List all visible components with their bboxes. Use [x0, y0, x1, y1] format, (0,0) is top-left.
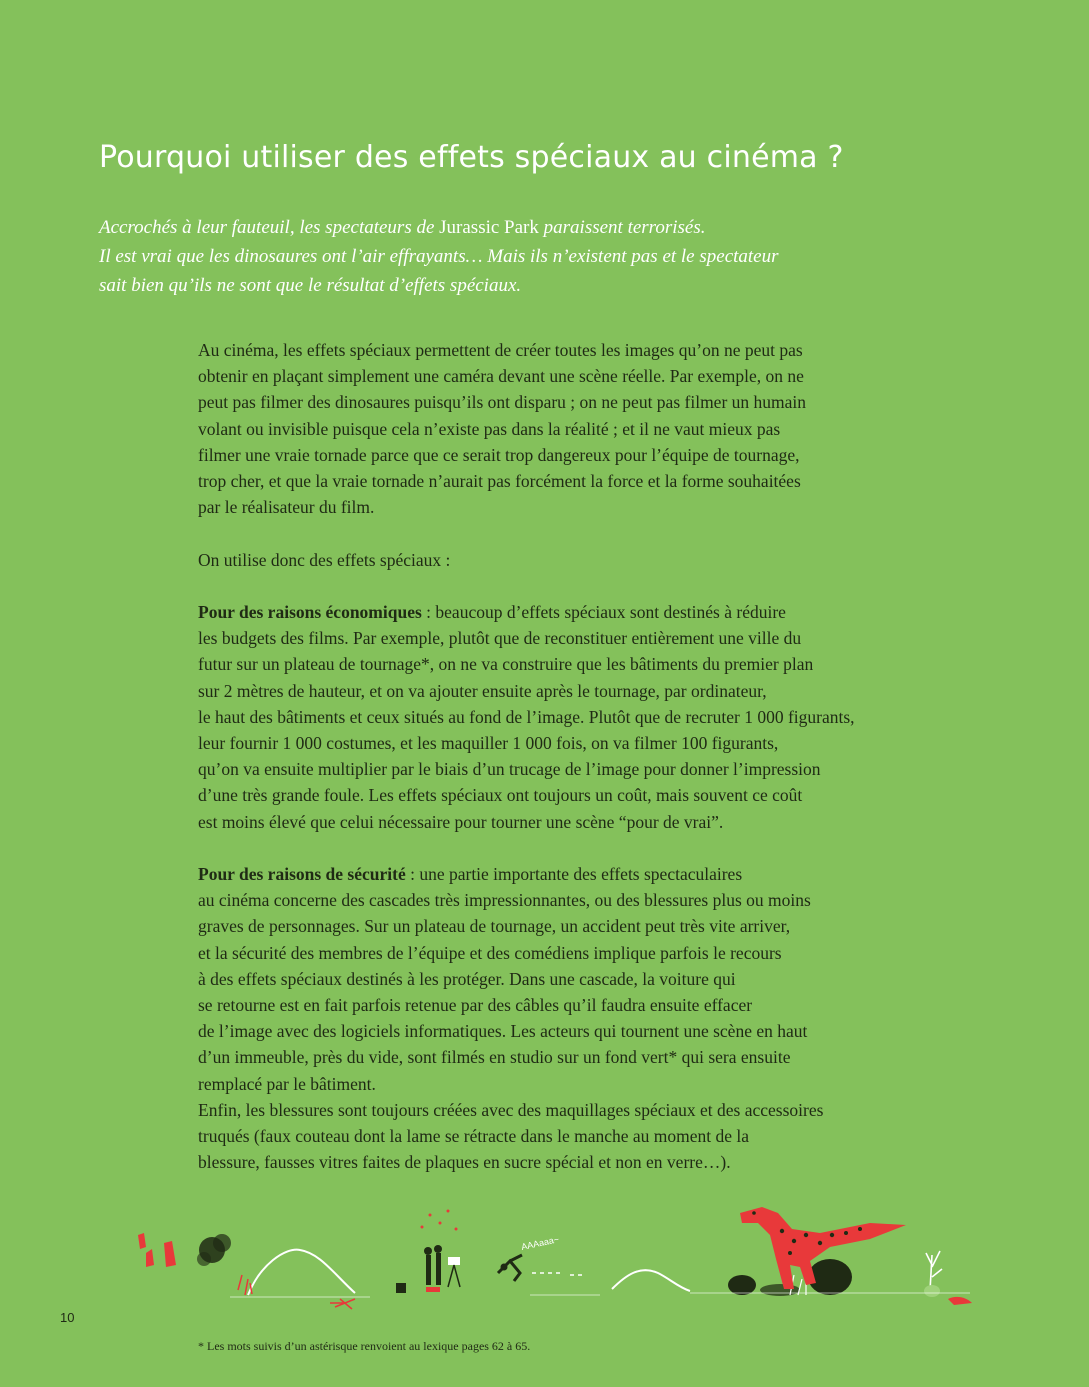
paragraph-economic: Pour des raisons économiques : beaucoup d’effets spéciaux sont destinés à réduire les budgets des films. Par exemple, plutôt que de reconstituer entièrement une ville du futur sur un plateau de tournage*, on ne va construire que les bâtiments du premier plan sur 2 mètres de hauteur, et on va ajouter ensuite après le tournage, par ordinateur, le haut des bâtiments et ceux situés au fond de l’image. Plutôt que de recruter 1 000 figurants, leur fournir 1 000 costumes, et les maquiller 1 000 fois, on va filmer 100 figurants, qu’on va ensuite multiplier par le biais d’un trucage de l’image pour donner l’impression d’une très grande foule. Les effets spéciaux ont toujours un coût, mais souvent ce coût est moins élevé que celui nécessaire pour tourner une scène “pour de vrai”. [198, 602, 855, 832]
film-set-illustration [130, 1195, 990, 1315]
ground-line [230, 1293, 970, 1297]
film-crew [396, 1210, 460, 1294]
film-title: Jurassic Park [439, 217, 539, 238]
scream-text: AAAaaa~ [520, 1234, 560, 1252]
falling-stuntman [498, 1234, 586, 1281]
paragraph-safety: Pour des raisons de sécurité : une partie importante des effets spectaculaires au cinéma concerne des cascades très impressionnantes, ou des blessures plus ou moins graves de personnages. Sur un plateau de tournage, un accident peut très vite arriver, et la sécurité des membres de l’équipe et des comédiens implique parfois le recours à des effets spéciaux destinés à les protéger. Dans une cascade, la voiture qui se retourne est en fait parfois retenue par des câbles qu’il faudra ensuite effacer de l’image avec des logiciels informatiques. Les acteurs qui tournent une scène en haut d’un immeuble, près du vide, sont filmés en studio sur un fond vert* qui sera ensuite remplacé par le bâtiment. Enfin, les blessures sont toujours créées avec des maquillages spéciaux et des accessoires truqués (faux couteau dont la lame se rétracte dans le manche au moment de la blessure, fausses vitres faites de plaques en sucre spécial et non en verre…). [198, 864, 824, 1173]
intro-line-3: sait bien qu’ils ne sont que le résultat d’effets spéciaux. [99, 275, 522, 296]
page-number: 10 [60, 1310, 75, 1325]
economic-heading: Pour des raisons économiques [198, 602, 422, 622]
red-paint-splash [138, 1233, 176, 1267]
paragraph-lead: On utilise donc des effets spéciaux : [198, 549, 451, 570]
intro-line-2: Il est vrai que les dinosaures ont l’air effrayants… Mais ils n’existent pas et le spectateur [99, 246, 779, 267]
footnote: * Les mots suivis d’un astérisque renvoient au lexique pages 62 à 65. [198, 1339, 531, 1353]
rock-outline-right [612, 1270, 690, 1291]
bushes-and-rocks [728, 1251, 972, 1305]
rock-outline-left [238, 1250, 355, 1309]
safety-heading: Pour des raisons de sécurité [198, 864, 406, 885]
intro-text [99, 213, 859, 300]
page-title: Pourquoi utiliser des effets spéciaux au cinéma ? [99, 140, 844, 175]
body-text [198, 337, 858, 1175]
smoke-cloud [197, 1234, 231, 1266]
intro-line-1: Accrochés à leur fauteuil, les spectateurs de Jurassic Park paraissent terrorisés. [99, 217, 706, 238]
paragraph-intro: Au cinéma, les effets spéciaux permettent de créer toutes les images qu’on ne peut pas obtenir en plaçant simplement une caméra devant une scène réelle. Par exemple, on ne peut pas filmer des dinosaures puisqu’ils ont disparu ; on ne peut pas filmer un humain volant ou invisible puisque cela n’existe pas dans la réalité ; et il ne vaut mieux pas filmer une vraie tornade parce que ce serait trop dangereux pour l’équipe de tournage, trop cher, et que la vraie tornade n’aurait pas forcément la force et la forme souhaitées par le réalisateur du film. [198, 340, 807, 518]
